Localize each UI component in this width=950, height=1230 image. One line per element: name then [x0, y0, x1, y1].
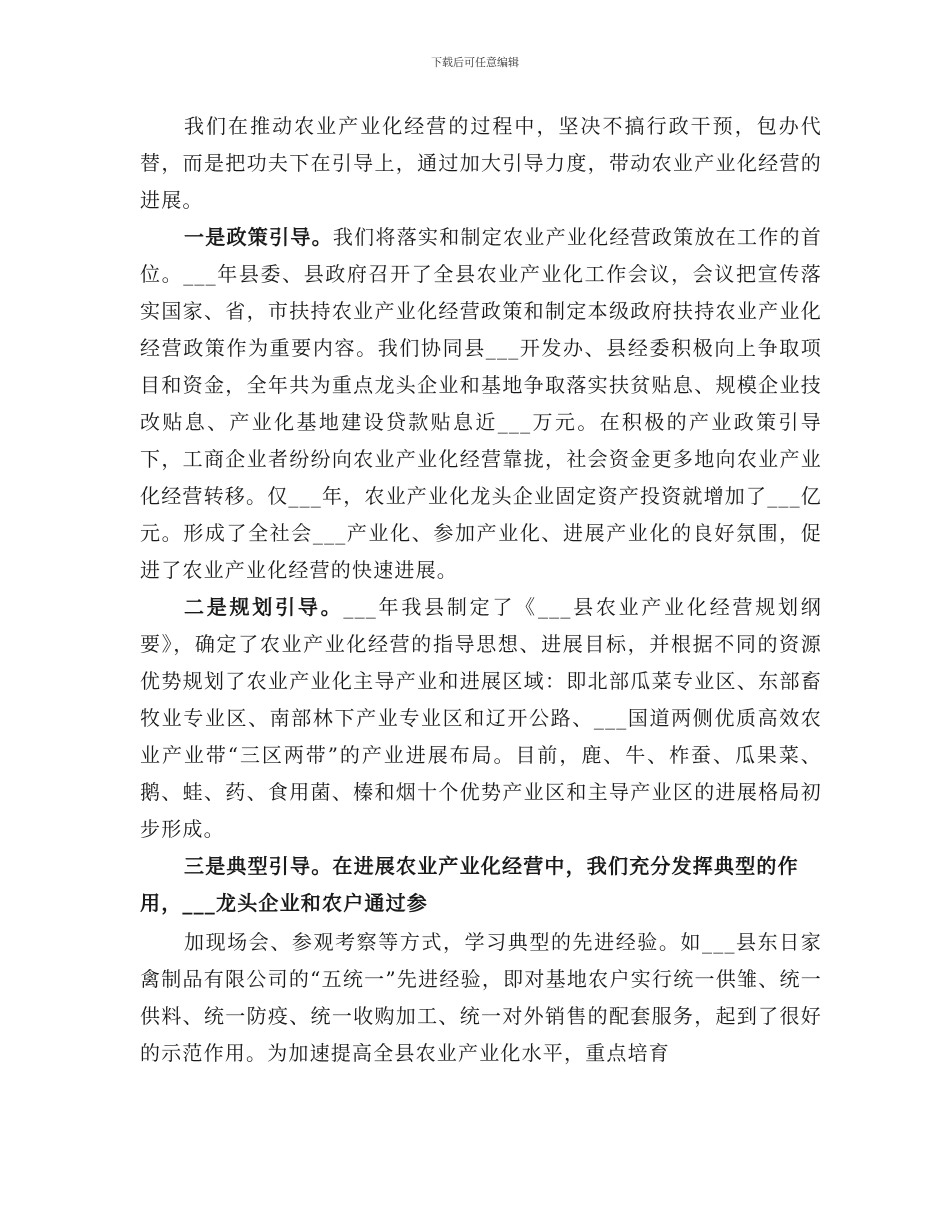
page-header: 下载后可任意编辑 — [431, 56, 519, 69]
document-body — [140, 108, 822, 1072]
intro-paragraph: 我们在推动农业产业化经营的过程中，坚决不搞行政干预，包办代替，而是把功夫下在引导上，通过加大引导力度，带动农业产业化经营的进展。 — [140, 114, 822, 212]
policy-body: 我们将落实和制定农业产业化经营政策放在工作的首位。___年县委、县政府召开了全县农业产业化工作会议，会议把宣传落实国家、省，市扶持农业产业化经营政策和制定本级政府扶持农业产业化经营政策作为重要内容。我们协同县___开发办、县经委积极向上争取项目和资金，全年共为重点龙头企业和基地争取落实扶贫贴息、规模企业技改贴息、产业化基地建设贷款贴息近___万元。在积极的产业政策引导下，工商企业者纷纷向农业产业化经营靠拢，社会资金更多地向农业产业化经营转移。仅___年，农业产业化龙头企业固定资产投资就增加了___亿元。形成了全社会___产业化、参加产业化、进展产业化的良好氛围，促进了农业产业化经营的快速进展。 — [140, 225, 822, 582]
policy-heading: 一是政策引导。 — [184, 225, 333, 249]
typical-heading: 三是典型引导。在进展农业产业化经营中，我们充分发挥典型的作用，___龙头企业和农户通过参 — [140, 854, 799, 915]
planning-paragraph — [140, 589, 822, 848]
policy-paragraph — [140, 219, 822, 589]
typical-body: 加现场会、参观考察等方式，学习典型的先进经验。如___县东日家禽制品有限公司的“五统一”先进经验，即对基地农户实行统一供雏、统一供料、统一防疫、统一收购加工、统一对外销售的配套服务，起到了很好的示范作用。为加速提高全县农业产业化水平，重点培育 — [140, 930, 822, 1065]
planning-heading: 二是规划引导。 — [184, 595, 344, 619]
planning-body: ___年我县制定了《___县农业产业化经营规划纲要》，确定了农业产业化经营的指导思想、进展目标，并根据不同的资源优势规划了农业产业化主导产业和进展区域：即北部瓜菜专业区、东部畜牧业专业区、南部林下产业专业区和辽开公路、___国道两侧优质高效农业产业带“三区两带”的产业进展布局。目前，鹿、牛、柞蚕、瓜果菜、鹅、蛙、药、食用菌、榛和烟十个优势产业区和主导产业区的进展格局初步形成。 — [140, 595, 822, 841]
